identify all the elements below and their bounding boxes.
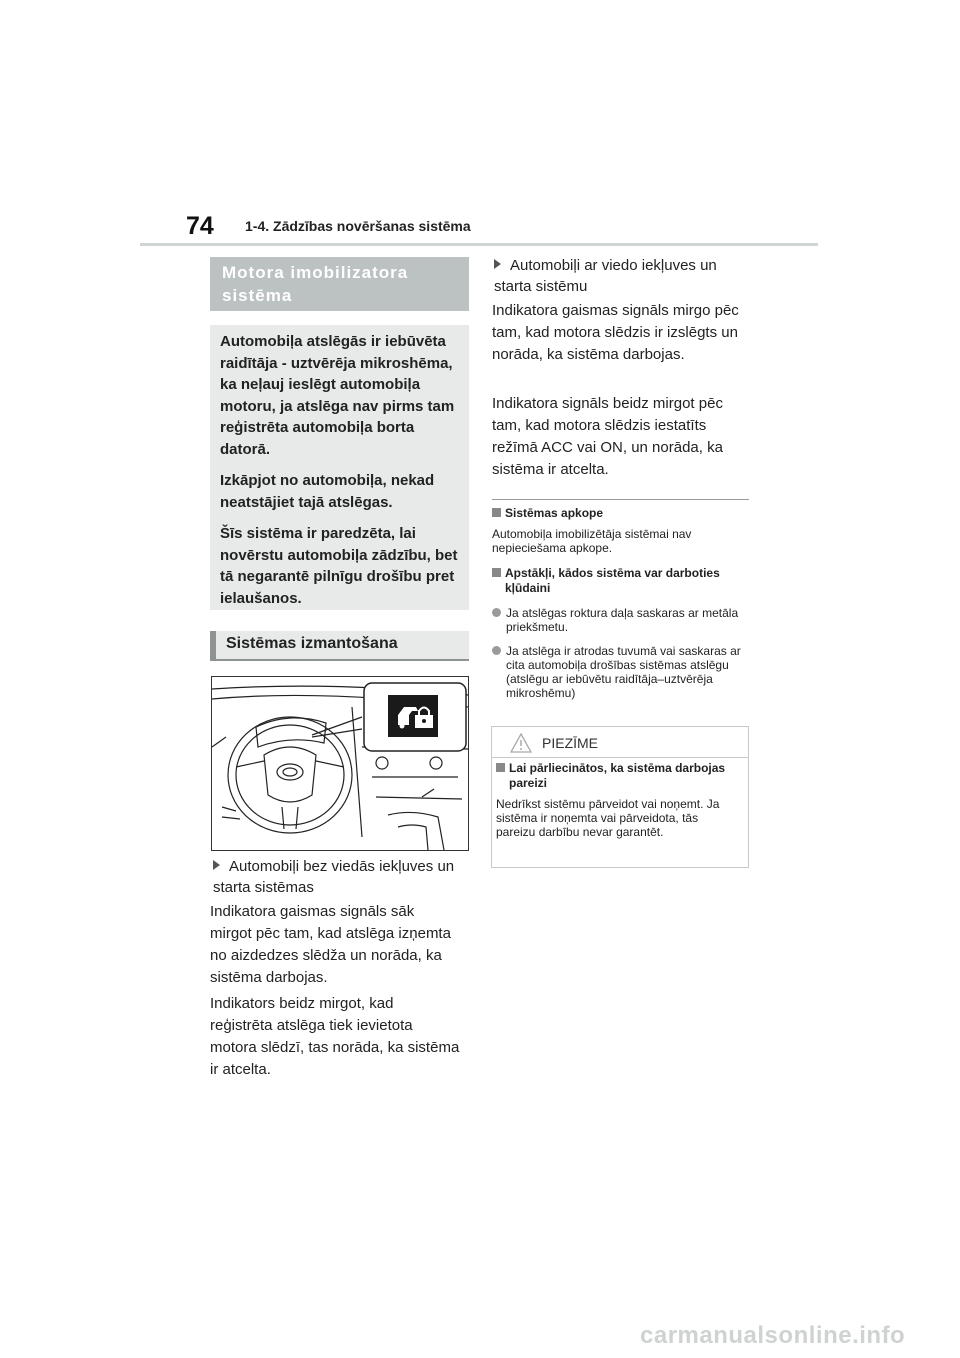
section-title-immobilizer: Motora imobilizatora sistēma [210, 257, 469, 311]
square-bullet-icon [496, 763, 505, 772]
info-bullet-text: Ja atslēgas roktura daļa saskaras ar metāla priekšmetu. [506, 606, 739, 634]
right-paragraph-1: Indikatora gaismas signāls mirgo pēc tam, kad motora slēdzis ir izslēgts un norāda, ka sistēma darbojas. [492, 302, 739, 363]
note-box [491, 726, 749, 868]
note-header [492, 727, 748, 758]
watermark: carmanualsonline.info [640, 1322, 906, 1349]
info-bullet-text: Ja atslēga ir atrodas tuvumā vai saskaras ar cita automobiļa drošības sistēmas atslēgu (atslēgu ar iebūvētu raidītāja–uztvērēja mikroshēmu) [506, 644, 741, 700]
note-heading-text: Lai pārliecinātos, ka sistēma darbojas pareizi [509, 761, 726, 790]
info-text-maintenance: Automobiļa imobilizētāja sistēmai nav nepieciešama apkope. [492, 527, 692, 555]
dashboard-drawing [212, 677, 468, 850]
square-bullet-icon [492, 508, 501, 517]
info-heading-text: Sistēmas apkope [505, 506, 604, 520]
warning-triangle-icon [510, 733, 532, 753]
triangle-bullet-icon [494, 259, 501, 269]
dot-bullet-icon [492, 646, 501, 655]
section-divider [492, 499, 749, 500]
intro-paragraph: Šīs sistēma ir paredzēta, lai novērstu automobiļa zādzību, bet tā negarantē pilnīgu drošību pret ielaušanos. [220, 525, 458, 607]
bullet-text: Automobiļi bez viedās iekļuves un starta sistēmas [213, 858, 455, 896]
immobilizer-lock-icon [398, 707, 433, 729]
info-bullet-2 [492, 644, 756, 700]
note-text: Nedrīkst sistēmu pārveidot vai noņemt. Ja sistēma ir noņemta vai pārveidota, tās pareizu darbību nevar garantēt. [496, 797, 720, 839]
dot-bullet-icon [492, 608, 501, 617]
bullet-smart-entry [494, 255, 749, 297]
bullet-text: Automobiļi ar viedo iekļuves un starta sistēmu [494, 257, 717, 295]
note-heading [496, 761, 749, 791]
intro-box [210, 325, 469, 610]
left-paragraph-1: Indikatora gaismas signāls sāk mirgot pēc tam, kad atslēga izņemta no aizdedzes slēdža un norāda, ka sistēma darbojas. [210, 903, 451, 986]
square-bullet-icon [492, 568, 501, 577]
page-number: 74 [186, 212, 214, 240]
triangle-bullet-icon [213, 860, 220, 870]
intro-paragraph: Automobiļa atslēgās ir iebūvēta raidītāja - uztvērēja mikroshēma, ka neļauj ieslēgt automobiļa motoru, ja atslēga nav pirms tam reģistrēta automobiļa borta datorā. [220, 333, 455, 458]
bullet-no-smart-entry [213, 856, 463, 898]
chapter-title: 1-4. Zādzības novēršanas sistēma [245, 218, 471, 234]
left-paragraph-2: Indikators beidz mirgot, kad reģistrēta atslēga tiek ievietota motora slēdzī, tas norāda, ka sistēma ir atcelta. [210, 995, 460, 1078]
intro-paragraph: Izkāpjot no automobiļa, nekad neatstājiet tajā atslēgas. [220, 472, 435, 511]
dashboard-illustration [211, 676, 469, 851]
right-paragraph-2: Indikatora signāls beidz mirgot pēc tam, kad motora slēdzis iestatīts režīmā ACC vai ON, un norāda, ka sistēma ir atcelta. [492, 395, 723, 478]
info-heading-text: Apstākļi, kādos sistēma var darboties kļūdaini [505, 566, 720, 595]
info-heading-malfunction [492, 566, 745, 596]
note-label: PIEZĪME [542, 735, 599, 751]
section-title-usage: Sistēmas izmantošana [210, 631, 469, 661]
info-bullet-1 [492, 606, 756, 634]
info-heading-maintenance [492, 506, 749, 521]
header-divider [140, 243, 818, 246]
